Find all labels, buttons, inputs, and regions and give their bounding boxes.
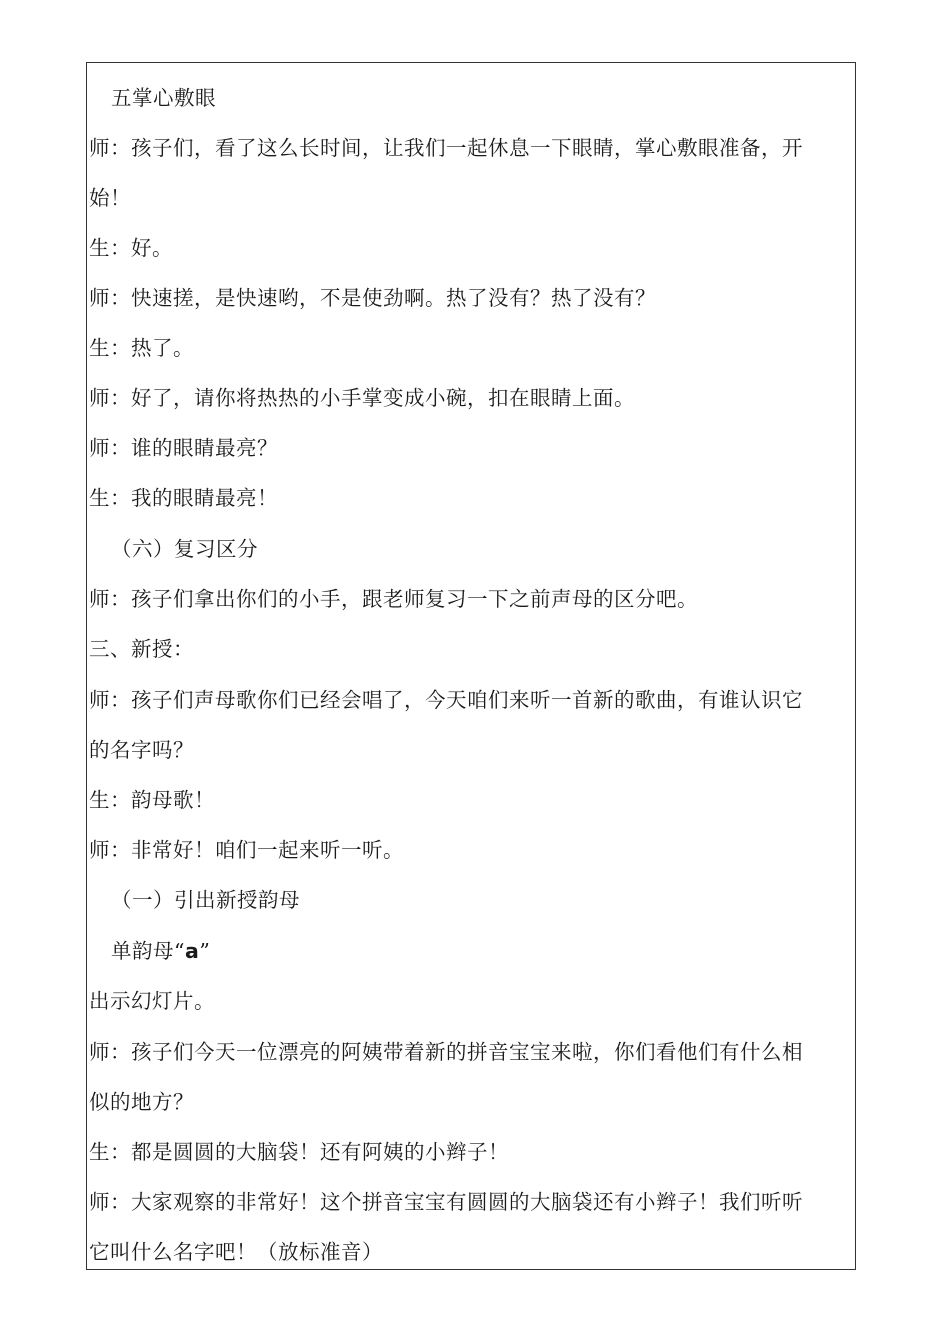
pinyin-letter: a bbox=[184, 939, 200, 963]
document-frame bbox=[86, 62, 856, 1270]
dialogue-line: 师：孩子们拿出你们的小手，跟老师复习一下之前声母的区分吧。 bbox=[89, 587, 698, 611]
dialogue-line: 师：好了，请你将热热的小手掌变成小碗，扣在眼睛上面。 bbox=[89, 386, 635, 410]
dialogue-line: 师：大家观察的非常好！这个拼音宝宝有圆圆的大脑袋还有小辫子！我们听听 bbox=[89, 1190, 803, 1214]
section-heading: 五掌心敷眼 bbox=[111, 86, 216, 110]
dialogue-line: 师：快速搓，是快速哟，不是使劲啊。热了没有？热了没有？ bbox=[89, 286, 656, 310]
dialogue-line: 师：非常好！咱们一起来听一听。 bbox=[89, 838, 404, 862]
dialogue-line: 生：热了。 bbox=[89, 336, 194, 360]
dialogue-line: 的名字吗？ bbox=[89, 738, 194, 762]
dialogue-line: 师：孩子们，看了这么长时间，让我们一起休息一下眼睛，掌心敷眼准备，开 bbox=[89, 136, 803, 160]
dialogue-line: 师：孩子们声母歌你们已经会唱了，今天咱们来听一首新的歌曲，有谁认识它 bbox=[89, 688, 803, 712]
dialogue-line: 师：孩子们今天一位漂亮的阿姨带着新的拼音宝宝来啦，你们看他们有什么相 bbox=[89, 1040, 803, 1064]
section-heading: 三、新授： bbox=[89, 637, 194, 661]
dialogue-line: 生：都是圆圆的大脑袋！还有阿姨的小辫子！ bbox=[89, 1140, 509, 1164]
dialogue-line: 出示幻灯片。 bbox=[89, 989, 215, 1013]
dialogue-line: 生：好。 bbox=[89, 236, 173, 260]
section-heading: 单韵母“a” bbox=[111, 939, 211, 963]
dialogue-line: 生：韵母歌！ bbox=[89, 788, 215, 812]
dialogue-line: 似的地方？ bbox=[89, 1090, 194, 1114]
dialogue-line: 始！ bbox=[89, 186, 131, 210]
dialogue-line: 生：我的眼睛最亮！ bbox=[89, 486, 278, 510]
dialogue-line: 它叫什么名字吧！（放标准音） bbox=[89, 1240, 383, 1264]
dialogue-line: 师：谁的眼睛最亮？ bbox=[89, 436, 278, 460]
section-heading: （一）引出新授韵母 bbox=[111, 888, 300, 912]
section-heading: （六）复习区分 bbox=[111, 537, 258, 561]
